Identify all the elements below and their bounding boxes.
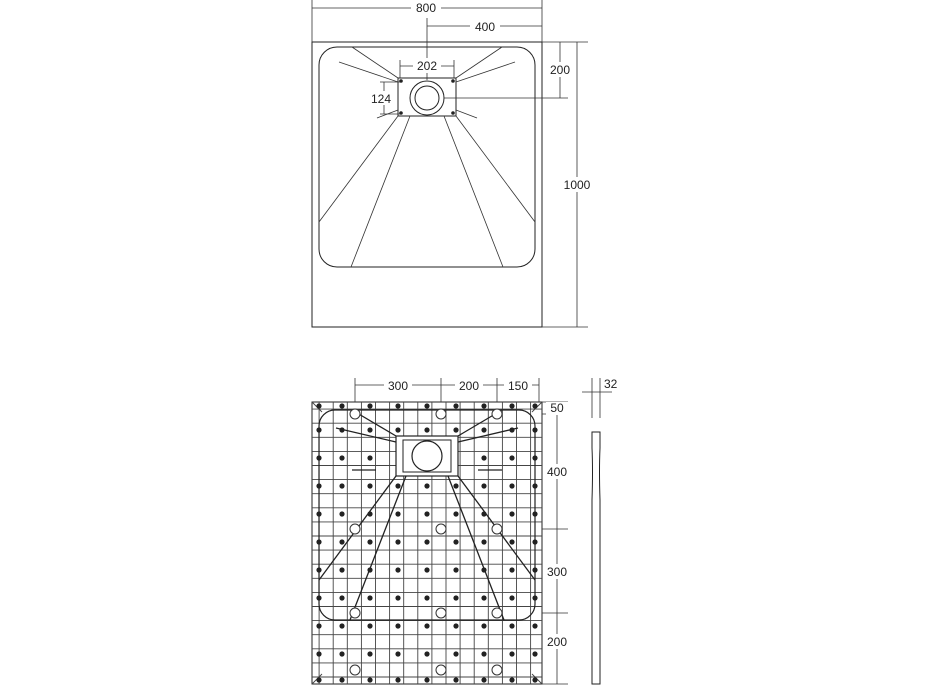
dim-label-drain-box-height: 124 (370, 92, 392, 106)
support-dot (481, 455, 486, 460)
support-dot (481, 403, 486, 408)
dim-drain-offset-y (444, 42, 588, 98)
support-dot (339, 623, 344, 628)
support-dot (316, 403, 321, 408)
support-dot (367, 677, 372, 682)
support-dot (395, 567, 400, 572)
support-dot (339, 595, 344, 600)
support-dot (532, 539, 537, 544)
support-dot (395, 595, 400, 600)
support-dot (367, 539, 372, 544)
support-dot (509, 595, 514, 600)
support-dot (339, 455, 344, 460)
support-dot (367, 455, 372, 460)
support-dot (339, 677, 344, 682)
dim-thickness (582, 377, 618, 418)
adjustable-foot (350, 608, 360, 618)
support-dot (316, 539, 321, 544)
support-dot (481, 539, 486, 544)
support-dot (453, 539, 458, 544)
adjustable-foot (350, 409, 360, 419)
dim-columns (355, 378, 539, 402)
dim-label-thickness: 32 (604, 377, 618, 391)
support-dot (532, 455, 537, 460)
support-dot (509, 677, 514, 682)
support-dot (316, 567, 321, 572)
support-dot (424, 567, 429, 572)
support-dot (532, 677, 537, 682)
support-dot (532, 511, 537, 516)
support-dot (453, 567, 458, 572)
support-dot (395, 651, 400, 656)
dim-label-row-a: 400 (546, 465, 568, 479)
adjustable-foot (492, 665, 502, 675)
bottom-view (312, 378, 571, 684)
dim-label-col-a: 300 (387, 379, 409, 393)
support-dot (367, 595, 372, 600)
drain-screw (451, 79, 455, 83)
dim-label-overall-width: 800 (415, 1, 437, 15)
dim-label-row-b: 300 (546, 565, 568, 579)
support-dot (316, 595, 321, 600)
support-dot (532, 403, 537, 408)
support-dot (509, 623, 514, 628)
support-dot (481, 511, 486, 516)
support-dot (509, 455, 514, 460)
support-dot (339, 483, 344, 488)
adjustable-foot (436, 409, 446, 419)
adjustable-foot (492, 524, 502, 534)
support-dot (424, 677, 429, 682)
support-dot (453, 677, 458, 682)
support-dot (453, 623, 458, 628)
support-dot (316, 651, 321, 656)
support-dot (481, 427, 486, 432)
drain-inner-ring (415, 86, 439, 110)
support-dot (339, 567, 344, 572)
adjustable-foot (492, 608, 502, 618)
adjustable-foot (436, 608, 446, 618)
adjustable-foot (350, 524, 360, 534)
dim-overall-length (542, 42, 595, 327)
support-dot (367, 427, 372, 432)
support-dot (453, 511, 458, 516)
support-dot (367, 511, 372, 516)
support-dot (339, 539, 344, 544)
bottom-drain-ring (412, 441, 442, 471)
support-dot (453, 483, 458, 488)
support-dot (424, 623, 429, 628)
support-dot (395, 427, 400, 432)
support-dot (532, 651, 537, 656)
support-dot (532, 427, 537, 432)
support-dot (339, 427, 344, 432)
support-dot (453, 651, 458, 656)
support-dot (367, 403, 372, 408)
support-dot (424, 511, 429, 516)
support-dot (339, 511, 344, 516)
top-view (312, 0, 595, 327)
support-dot (453, 427, 458, 432)
support-dot (395, 403, 400, 408)
support-dot (509, 483, 514, 488)
support-dot (367, 623, 372, 628)
support-dot (339, 651, 344, 656)
dim-label-overall-length: 1000 (563, 178, 591, 192)
support-dot (453, 403, 458, 408)
support-dot (424, 403, 429, 408)
support-dot (395, 623, 400, 628)
adjustable-foot (492, 409, 502, 419)
support-dot (395, 677, 400, 682)
dim-label-drain-offset-x: 400 (474, 20, 496, 34)
support-dot (481, 677, 486, 682)
support-dot (481, 483, 486, 488)
side-profile (592, 432, 600, 684)
adjustable-foot (436, 665, 446, 675)
support-dot (316, 483, 321, 488)
support-dot (509, 403, 514, 408)
support-dot (509, 567, 514, 572)
support-dot (509, 511, 514, 516)
support-dot (532, 595, 537, 600)
support-dot (339, 403, 344, 408)
support-dot (395, 539, 400, 544)
support-dot (453, 595, 458, 600)
support-dot (509, 539, 514, 544)
support-dot (395, 511, 400, 516)
dim-label-row-c: 200 (546, 635, 568, 649)
support-dot (509, 427, 514, 432)
support-dot (481, 623, 486, 628)
dim-label-drain-offset-y: 200 (549, 63, 571, 77)
support-dot (395, 483, 400, 488)
dim-label-col-c: 150 (507, 379, 529, 393)
support-dot (316, 511, 321, 516)
support-dot (481, 651, 486, 656)
dim-rows (542, 401, 571, 684)
support-dot (424, 427, 429, 432)
support-dot (481, 567, 486, 572)
dim-drain-box-height (368, 82, 400, 114)
support-dot (424, 651, 429, 656)
support-dot (424, 483, 429, 488)
dim-label-col-b: 200 (458, 379, 480, 393)
support-dot (316, 427, 321, 432)
support-dot (424, 539, 429, 544)
support-dot (532, 623, 537, 628)
support-dot (367, 567, 372, 572)
support-dot (509, 651, 514, 656)
support-dot (424, 595, 429, 600)
support-dot (367, 483, 372, 488)
dim-label-drain-box-width: 202 (416, 59, 438, 73)
side-view (582, 377, 618, 684)
support-dot (316, 677, 321, 682)
support-dot (481, 595, 486, 600)
dim-label-row-top: 50 (550, 401, 564, 415)
support-dot (532, 483, 537, 488)
support-dot (367, 651, 372, 656)
adjustable-foot (436, 524, 446, 534)
drain-screw (451, 111, 455, 115)
support-dot (316, 623, 321, 628)
support-dot (316, 455, 321, 460)
adjustable-foot (350, 665, 360, 675)
support-dot (532, 567, 537, 572)
